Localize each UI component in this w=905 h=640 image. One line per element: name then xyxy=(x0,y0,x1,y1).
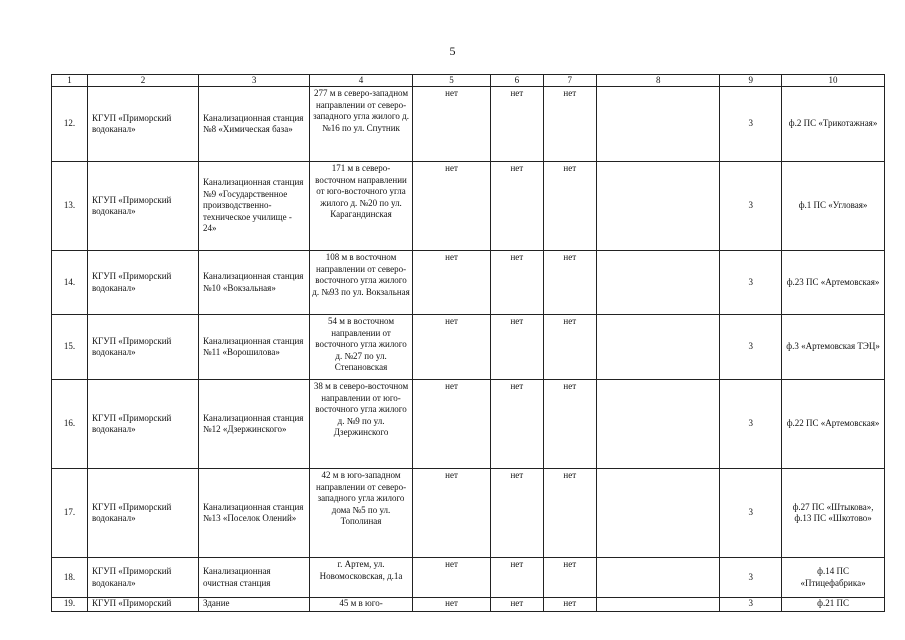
header-cell: 7 xyxy=(543,75,596,87)
organization-cell: КГУП «Приморский водоканал» xyxy=(87,315,198,380)
row-number: 16. xyxy=(52,380,88,469)
table-row xyxy=(52,315,885,380)
header-cell: 1 xyxy=(52,75,88,87)
power-feeder-cell: ф.23 ПС «Артемовская» xyxy=(782,251,885,315)
column6-cell: нет xyxy=(491,558,543,598)
power-feeder-cell: ф.21 ПС xyxy=(782,598,885,612)
column7-cell: нет xyxy=(543,598,596,612)
column8-cell xyxy=(597,315,720,380)
column8-cell xyxy=(597,251,720,315)
column6-cell: нет xyxy=(491,315,543,380)
organization-cell: КГУП «Приморский водоканал» xyxy=(87,558,198,598)
power-feeder-cell: ф.2 ПС «Трикотажная» xyxy=(782,87,885,162)
column9-cell: 3 xyxy=(720,251,782,315)
organization-cell: КГУП «Приморский водоканал» xyxy=(87,469,198,558)
organization-cell: КГУП «Приморский водоканал» xyxy=(87,251,198,315)
column9-cell: 3 xyxy=(720,469,782,558)
column6-cell: нет xyxy=(491,87,543,162)
column5-cell: нет xyxy=(412,380,490,469)
object-cell: Канализационная станция №12 «Дзержинского» xyxy=(199,380,310,469)
organization-cell: КГУП «Приморский xyxy=(87,598,198,612)
location-cell: 277 м в северо-западном направлении от северо-западного угла жилого д. №16 по ул. Спутник xyxy=(310,87,413,162)
column8-cell xyxy=(597,469,720,558)
column8-cell xyxy=(597,87,720,162)
column9-cell: 3 xyxy=(720,87,782,162)
table-body xyxy=(52,75,885,612)
column5-cell: нет xyxy=(412,558,490,598)
column5-cell: нет xyxy=(412,251,490,315)
column6-cell: нет xyxy=(491,469,543,558)
row-number: 18. xyxy=(52,558,88,598)
header-cell: 10 xyxy=(782,75,885,87)
header-cell: 5 xyxy=(412,75,490,87)
column7-cell: нет xyxy=(543,87,596,162)
header-row xyxy=(52,75,885,87)
column7-cell: нет xyxy=(543,380,596,469)
column8-cell xyxy=(597,558,720,598)
column7-cell: нет xyxy=(543,162,596,251)
column5-cell: нет xyxy=(412,162,490,251)
location-cell: 45 м в юго- xyxy=(310,598,413,612)
column7-cell: нет xyxy=(543,251,596,315)
header-cell: 9 xyxy=(720,75,782,87)
object-cell: Канализационная станция №10 «Вокзальная» xyxy=(199,251,310,315)
object-cell: Канализационная очистная станция xyxy=(199,558,310,598)
header-cell: 2 xyxy=(87,75,198,87)
column9-cell: 3 xyxy=(720,598,782,612)
header-cell: 3 xyxy=(199,75,310,87)
table-row xyxy=(52,162,885,251)
row-number: 13. xyxy=(52,162,88,251)
table-row xyxy=(52,598,885,612)
row-number: 17. xyxy=(52,469,88,558)
location-cell: 38 м в северо-восточном направлении от юго-восточного угла жилого д. №9 по ул. Дзержинского xyxy=(310,380,413,469)
location-cell: 54 м в восточном направлении от восточного угла жилого д. №27 по ул. Степановская xyxy=(310,315,413,380)
column6-cell: нет xyxy=(491,380,543,469)
column7-cell: нет xyxy=(543,558,596,598)
table-row xyxy=(52,380,885,469)
object-cell: Канализационная станция №13 «Поселок Олений» xyxy=(199,469,310,558)
row-number: 15. xyxy=(52,315,88,380)
column5-cell: нет xyxy=(412,598,490,612)
row-number: 14. xyxy=(52,251,88,315)
column6-cell: нет xyxy=(491,251,543,315)
power-feeder-cell: ф.1 ПС «Угловая» xyxy=(782,162,885,251)
power-feeder-cell: ф.27 ПС «Штыкова», ф.13 ПС «Шкотово» xyxy=(782,469,885,558)
column7-cell: нет xyxy=(543,315,596,380)
power-feeder-cell: ф.14 ПС «Птицефабрика» xyxy=(782,558,885,598)
column5-cell: нет xyxy=(412,469,490,558)
facilities-table xyxy=(51,74,885,612)
organization-cell: КГУП «Приморский водоканал» xyxy=(87,380,198,469)
column5-cell: нет xyxy=(412,315,490,380)
organization-cell: КГУП «Приморский водоканал» xyxy=(87,162,198,251)
column8-cell xyxy=(597,162,720,251)
power-feeder-cell: ф.22 ПС «Артемовская» xyxy=(782,380,885,469)
column6-cell: нет xyxy=(491,162,543,251)
column6-cell: нет xyxy=(491,598,543,612)
object-cell: Здание xyxy=(199,598,310,612)
column5-cell: нет xyxy=(412,87,490,162)
location-cell: г. Артем, ул. Новомосковская, д.1а xyxy=(310,558,413,598)
column7-cell: нет xyxy=(543,469,596,558)
table-row xyxy=(52,469,885,558)
object-cell: Канализационная станция №9 «Государственное производственно-техническое училище - 24» xyxy=(199,162,310,251)
column9-cell: 3 xyxy=(720,558,782,598)
row-number: 19. xyxy=(52,598,88,612)
column9-cell: 3 xyxy=(720,380,782,469)
location-cell: 108 м в восточном направлении от северо-восточного угла жилого д. №93 по ул. Вокзальная xyxy=(310,251,413,315)
column8-cell xyxy=(597,380,720,469)
page-number: 5 xyxy=(449,44,456,58)
table-row xyxy=(52,87,885,162)
location-cell: 42 м в юго-западном направлении от северо-западного угла жилого дома №5 по ул. Тополиная xyxy=(310,469,413,558)
header-cell: 6 xyxy=(491,75,543,87)
location-cell: 171 м в северо-восточном направлении от юго-восточного угла жилого д. №20 по ул. Карагандинская xyxy=(310,162,413,251)
row-number: 12. xyxy=(52,87,88,162)
object-cell: Канализационная станция №8 «Химическая база» xyxy=(199,87,310,162)
column9-cell: 3 xyxy=(720,162,782,251)
column8-cell xyxy=(597,598,720,612)
table-row xyxy=(52,558,885,598)
object-cell: Канализационная станция №11 «Ворошилова» xyxy=(199,315,310,380)
power-feeder-cell: ф.3 «Артемовская ТЭЦ» xyxy=(782,315,885,380)
table-row xyxy=(52,251,885,315)
column9-cell: 3 xyxy=(720,315,782,380)
header-cell: 4 xyxy=(310,75,413,87)
organization-cell: КГУП «Приморский водоканал» xyxy=(87,87,198,162)
header-cell: 8 xyxy=(597,75,720,87)
